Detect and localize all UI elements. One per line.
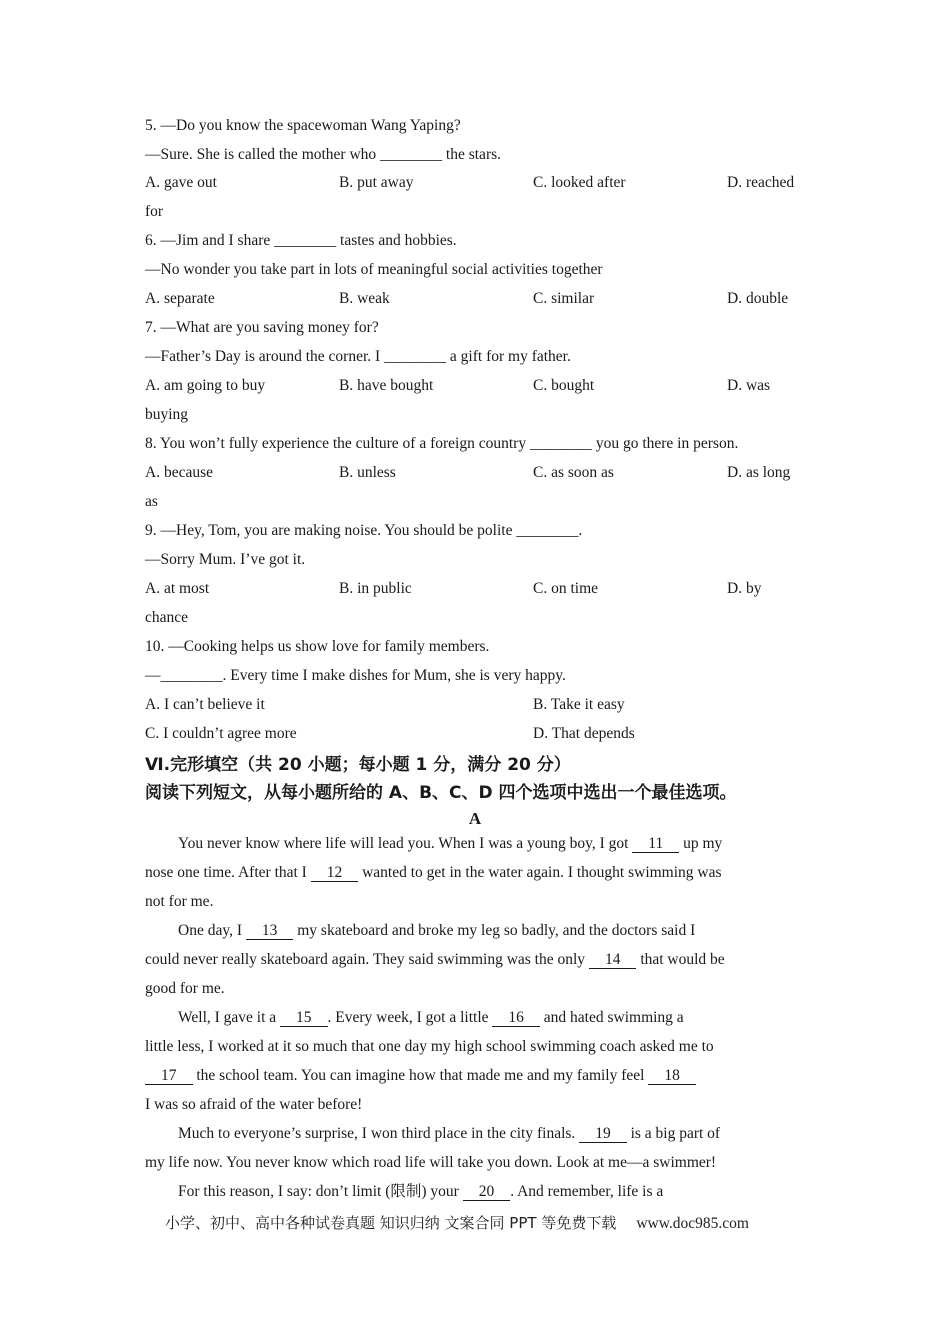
question-10-line-2: —________. Every time I make dishes for Mum, she is very happy. (145, 667, 566, 684)
question-9-line-1: 9. —Hey, Tom, you are making noise. You should be polite ________. (145, 522, 583, 539)
passage-text: up my (679, 835, 723, 852)
passage-line: my life now. You never know which road life will take you down. Look at me—a swimmer! (145, 1154, 717, 1171)
passage-line (178, 1182, 663, 1202)
passage-text: is a big part of (626, 1125, 721, 1142)
q9-option-a: A. at most (145, 580, 210, 597)
q10-option-d: D. That depends (533, 725, 635, 742)
page-footer (165, 1213, 749, 1234)
passage-text: You never know where life will lead you. When I was a young boy, I got (178, 835, 633, 852)
q9-option-b: B. in public (339, 580, 412, 597)
footer-url-link[interactable]: www.doc985.com (636, 1215, 749, 1232)
q10-option-c: C. I couldn’t agree more (145, 725, 297, 742)
passage-text: Much to everyone’s surprise, I won third place in the city finals. (178, 1125, 580, 1142)
question-6-line-1: 6. —Jim and I share ________ tastes and hobbies. (145, 232, 457, 249)
question-5-line-1: 5. —Do you know the spacewoman Wang Yaping? (145, 117, 461, 134)
passage-text: . Every week, I got a little (327, 1009, 493, 1026)
q5-option-d-wrap: for (145, 203, 164, 220)
passage-line: little less, I worked at it so much that one day my high school swimming coach asked me to (145, 1038, 714, 1055)
q9-option-d-wrap: chance (145, 609, 189, 626)
question-9-line-2: —Sorry Mum. I’ve got it. (145, 551, 306, 568)
passage-line (145, 1066, 696, 1086)
question-7-line-2: —Father’s Day is around the corner. I ________ a gift for my father. (145, 348, 571, 365)
question-6-line-2: —No wonder you take part in lots of meaningful social activities together (145, 261, 603, 278)
q6-option-d: D. double (727, 290, 789, 307)
q8-option-d-wrap: as (145, 493, 158, 510)
blank-17[interactable]: 17 (145, 1067, 193, 1085)
q7-option-b: B. have bought (339, 377, 434, 394)
q7-option-a: A. am going to buy (145, 377, 266, 394)
q6-option-a: A. separate (145, 290, 215, 307)
blank-14[interactable]: 14 (589, 951, 637, 969)
passage-line (178, 1124, 720, 1144)
passage-line: not for me. (145, 893, 214, 910)
passage-text: wanted to get in the water again. I thought swimming was (358, 864, 722, 881)
passage-line (178, 921, 695, 941)
passage-text: Well, I gave it a (178, 1009, 281, 1026)
q8-option-b: B. unless (339, 464, 396, 481)
passage-text: my skateboard and broke my leg so badly, and the doctors said I (293, 922, 696, 939)
passage-line (145, 863, 722, 883)
q8-option-d: D. as long (727, 464, 791, 481)
q8-option-a: A. because (145, 464, 213, 481)
question-5-line-2: —Sure. She is called the mother who ________ the stars. (145, 146, 502, 163)
q5-option-d: D. reached (727, 174, 795, 191)
passage-text: For this reason, I say: don’t limit (限制) your (178, 1183, 463, 1200)
q10-option-b: B. Take it easy (533, 696, 625, 713)
q6-option-b: B. weak (339, 290, 390, 307)
passage-line (145, 950, 725, 970)
q6-option-c: C. similar (533, 290, 595, 307)
q10-option-a: A. I can’t believe it (145, 696, 265, 713)
q8-option-c: C. as soon as (533, 464, 614, 481)
passage-label: A (468, 809, 482, 828)
blank-15[interactable]: 15 (280, 1009, 328, 1027)
passage-text: the school team. You can imagine how that made me and my family feel (192, 1067, 649, 1084)
passage-line: good for me. (145, 980, 225, 997)
passage-text: nose one time. After that I (145, 864, 311, 881)
passage-text: One day, I (178, 922, 246, 939)
blank-12[interactable]: 12 (311, 864, 359, 882)
q7-option-c: C. bought (533, 377, 595, 394)
blank-19[interactable]: 19 (579, 1125, 627, 1143)
passage-line: I was so afraid of the water before! (145, 1096, 363, 1113)
passage-text: could never really skateboard again. They said swimming was the only (145, 951, 589, 968)
blank-13[interactable]: 13 (246, 922, 294, 940)
blank-11[interactable]: 11 (632, 835, 679, 853)
section-instruction: 阅读下列短文，从每小题所给的 A、B、C、D 四个选项中选出一个最佳选项。 (145, 783, 737, 803)
section-heading: Ⅵ.完形填空（共 20 小题；每小题 1 分，满分 20 分） (145, 755, 571, 775)
passage-text: and hated swimming a (539, 1009, 684, 1026)
passage-line (178, 834, 722, 854)
blank-18[interactable]: 18 (648, 1067, 696, 1085)
question-7-line-1: 7. —What are you saving money for? (145, 319, 379, 336)
q9-option-c: C. on time (533, 580, 599, 597)
passage-text: . And remember, life is a (510, 1183, 664, 1200)
q5-option-b: B. put away (339, 174, 414, 191)
q7-option-d: D. was (727, 377, 771, 394)
q9-option-d: D. by (727, 580, 762, 597)
question-10-line-1: 10. —Cooking helps us show love for family members. (145, 638, 490, 655)
q5-option-c: C. looked after (533, 174, 626, 191)
blank-20[interactable]: 20 (463, 1183, 511, 1201)
footer-text: 小学、初中、高中各种试卷真题 知识归纳 文案合同 PPT 等免费下载 (165, 1214, 617, 1232)
passage-line (178, 1008, 684, 1028)
question-8-line-1: 8. You won’t fully experience the culture of a foreign country ________ you go there in person. (145, 435, 739, 452)
passage-text: that would be (636, 951, 725, 968)
q7-option-d-wrap: buying (145, 406, 189, 423)
blank-16[interactable]: 16 (492, 1009, 540, 1027)
q5-option-a: A. gave out (145, 174, 217, 191)
